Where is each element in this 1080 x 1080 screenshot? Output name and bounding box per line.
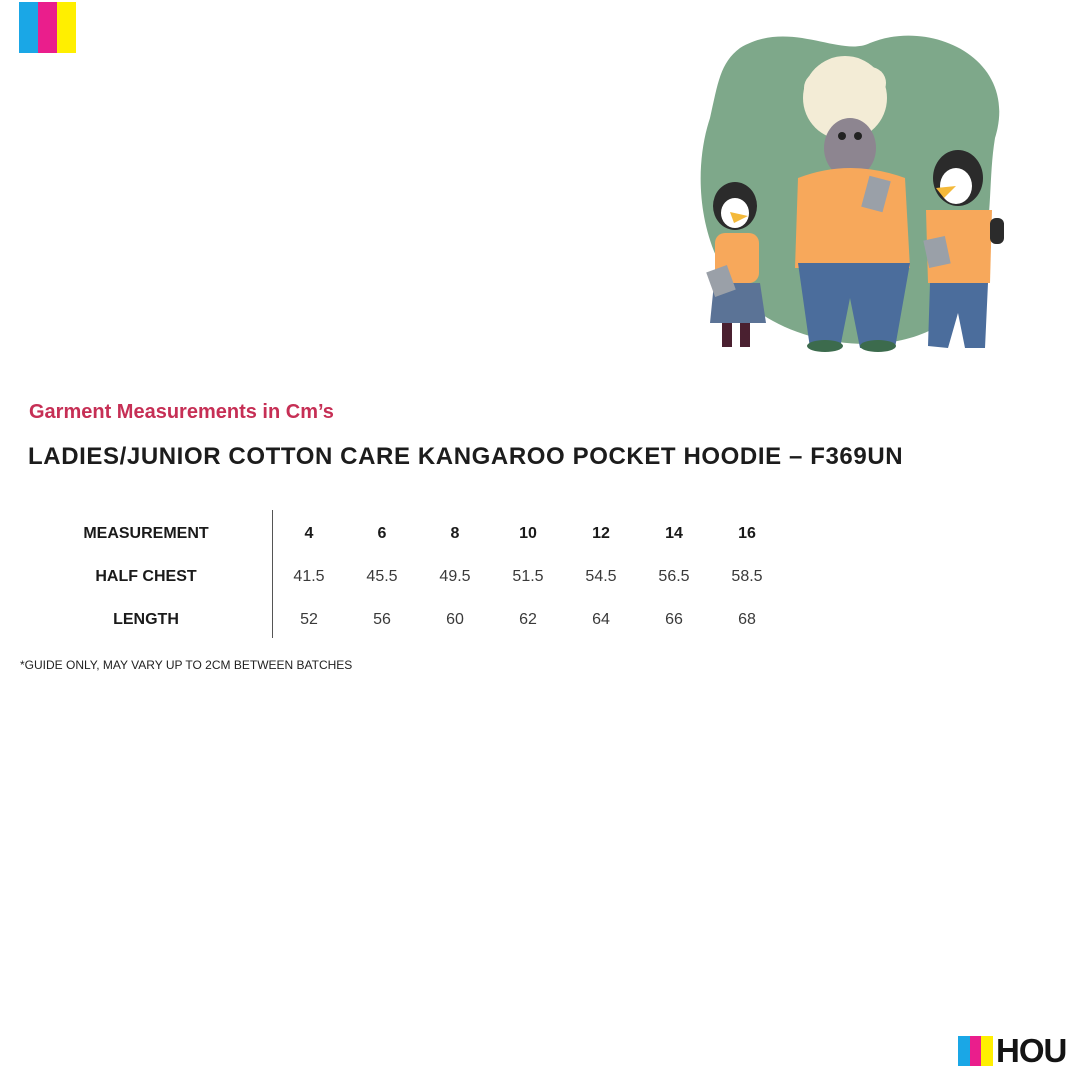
logo-bar-cyan: [19, 2, 38, 53]
logo-bar-cyan: [958, 1036, 970, 1066]
table-cell: 51.5: [512, 568, 544, 585]
row-label: HALF CHEST: [95, 568, 197, 585]
mascots-illustration: [700, 28, 1020, 358]
table-cell: 58.5: [731, 568, 763, 585]
table-cell: 54.5: [585, 568, 617, 585]
table-cell: 66: [665, 611, 683, 628]
table-cell: 62: [519, 611, 537, 628]
table-cell: 49.5: [439, 568, 471, 585]
logo-bar-magenta: [38, 2, 57, 53]
page-title: LADIES/JUNIOR COTTON CARE KANGAROO POCKET HOODIE – F369UN: [28, 443, 904, 470]
size-header: 16: [738, 525, 756, 542]
table-cell: 56.5: [658, 568, 690, 585]
table-cell: 56: [373, 611, 391, 628]
table-cell: 60: [446, 611, 464, 628]
row-label: LENGTH: [113, 611, 179, 628]
page-subtitle: Garment Measurements in Cm’s: [29, 401, 334, 423]
right-penguin: [923, 150, 1004, 348]
size-header: 4: [304, 525, 314, 542]
brand-wordmark: HOU: [996, 1032, 1067, 1069]
table-cell: 41.5: [293, 568, 325, 585]
size-header: 8: [450, 525, 460, 542]
table-cell: 64: [592, 611, 610, 628]
size-header: 12: [592, 525, 610, 542]
table-cell: 52: [300, 611, 318, 628]
brand-logo-bars: [19, 2, 76, 53]
table-cell: 45.5: [366, 568, 398, 585]
logo-bars-icon: [958, 1036, 993, 1066]
logo-bar-yellow: [981, 1036, 993, 1066]
size-header: 6: [377, 525, 387, 542]
size-header: 10: [519, 525, 537, 542]
logo-bar-magenta: [970, 1036, 982, 1066]
table-divider: [272, 510, 273, 638]
table-cell: 68: [738, 611, 756, 628]
brand-logo-bottom: [958, 1034, 1066, 1068]
footnote: *GUIDE ONLY, MAY VARY UP TO 2CM BETWEEN BATCHES: [20, 658, 353, 672]
logo-bar-yellow: [57, 2, 76, 53]
header-label: MEASUREMENT: [83, 525, 209, 542]
size-header: 14: [665, 525, 683, 542]
